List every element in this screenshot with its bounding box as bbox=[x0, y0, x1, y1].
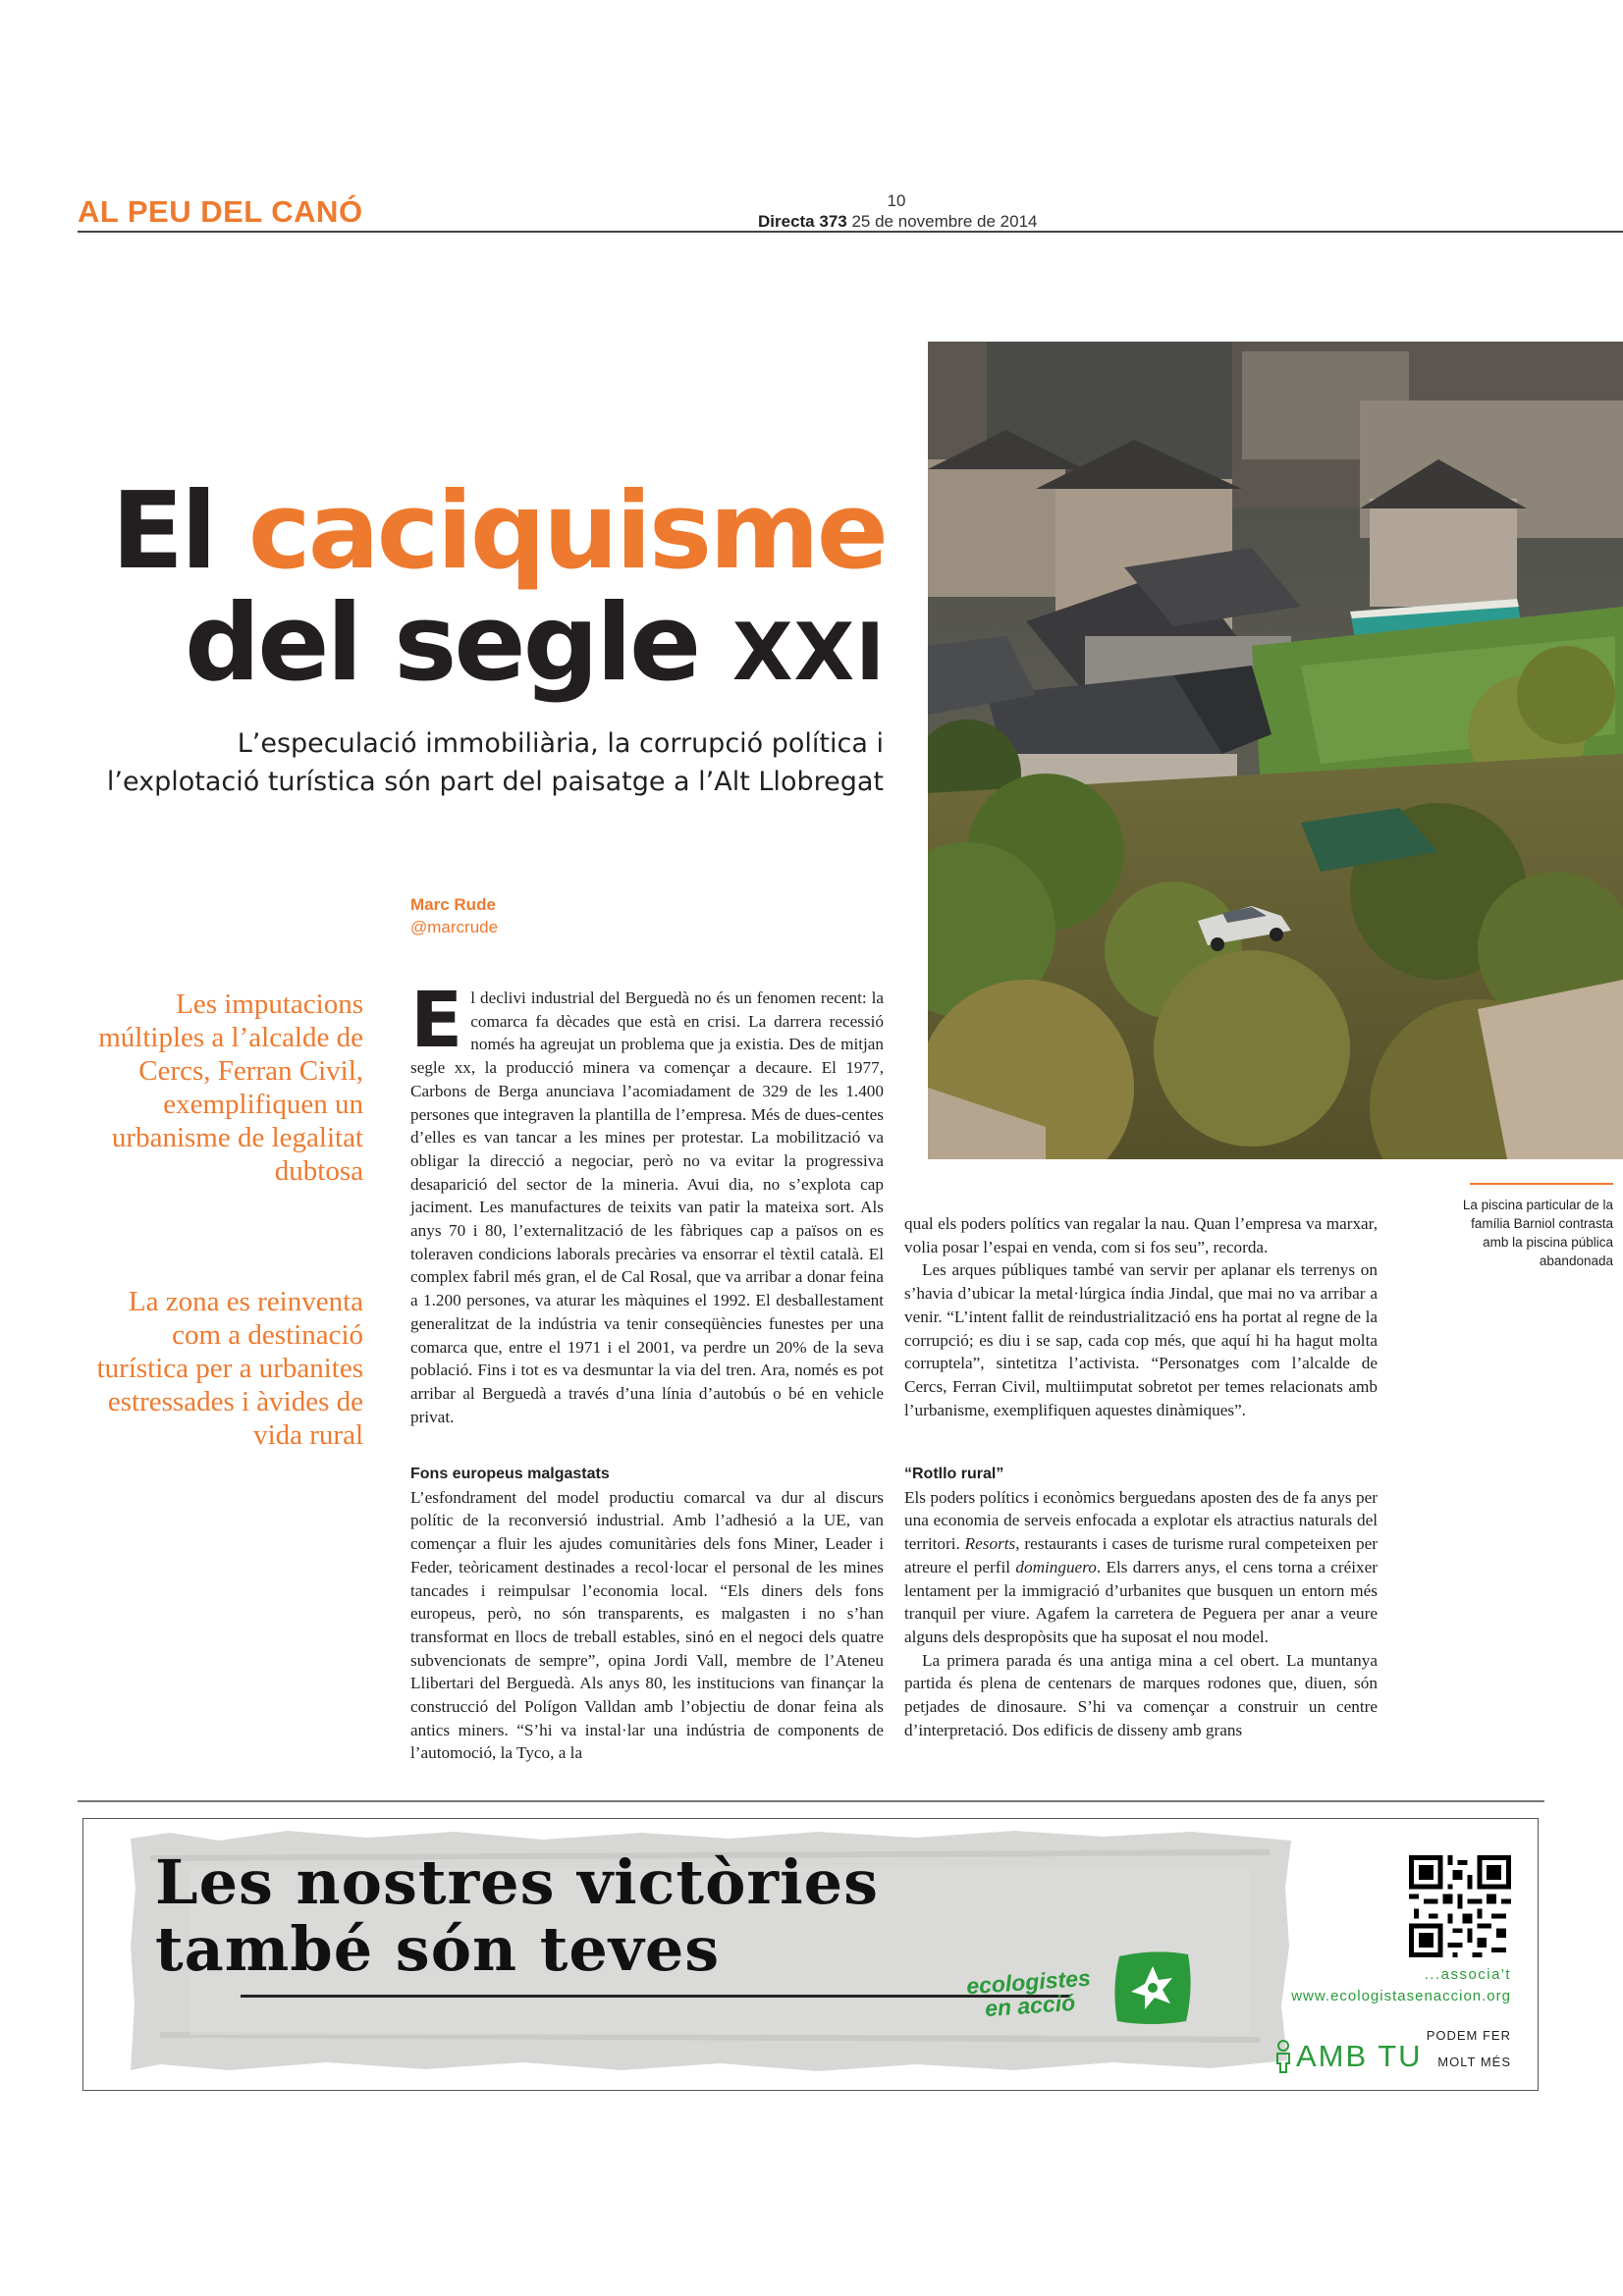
person-icon bbox=[1274, 2040, 1292, 2073]
ad-headline bbox=[155, 1846, 1039, 1985]
article-paragraph-5 bbox=[904, 1486, 1378, 1649]
subtitle: L’especulació immobiliària, la corrupció política i l’explotació turística són part del paisatge a l’Alt Llobregat bbox=[106, 728, 884, 797]
aerial-town-photo bbox=[928, 342, 1623, 1159]
pullquote-2: La zona es reinventa com a destinació turística per a urbanites estressades i àvides de vida rural bbox=[96, 1286, 363, 1451]
ad-podem-text: PODEM FER bbox=[1426, 2028, 1511, 2043]
article-paragraph-3: qual els poders polítics van regalar la nau. Quan l’empresa va marxar, volia posar l’espai en venda, com si fos seu”, recorda. bbox=[904, 1214, 1378, 1256]
article-column-2-top bbox=[904, 1212, 1378, 1421]
photo-caption: La piscina particular de la família Barniol contrasta amb la piscina pública abandonada bbox=[1462, 1198, 1613, 1268]
logo-line-2: en acció bbox=[984, 1989, 1076, 2022]
headline-highlight: caciquisme bbox=[247, 470, 886, 593]
ad-molt-mes: MOLT MÉS bbox=[1437, 2055, 1511, 2069]
article-column-1-bottom bbox=[410, 1463, 884, 1765]
headline-word-1: El bbox=[111, 470, 215, 593]
ad-amb-tu: AMB TU bbox=[1296, 2039, 1423, 2073]
p5-emphasis-dominguero: dominguero bbox=[1015, 1557, 1097, 1576]
p5-text-c: . Els darrers anys, el cens torna a créixer lentament per la immigració d’urbanites que busquen un entorn més tranquil per viure. Agafem la carretera de Peguera per anar a veure alguns dels despropòsits que ha suposat el nou model. bbox=[904, 1557, 1378, 1646]
p5-emphasis-resorts: Resorts bbox=[964, 1534, 1016, 1554]
publication-name: Directa 373 bbox=[758, 212, 847, 231]
caption-rule bbox=[1470, 1183, 1613, 1185]
page-number: 10 bbox=[887, 191, 906, 210]
section-heading-fons: Fons europeus malgastats bbox=[410, 1466, 610, 1482]
drop-cap: E bbox=[410, 977, 463, 1065]
article-column-2-bottom bbox=[904, 1463, 1378, 1741]
section-heading-rotllo: “Rotllo rural” bbox=[904, 1466, 1004, 1482]
headline-line-1 bbox=[59, 470, 886, 593]
ecologistes-logo-icon bbox=[1111, 1949, 1194, 2027]
article-paragraph-6: La primera parada és una antiga mina a cel obert. La muntanya partida és plena de centenars de marques rodones que, diuen, són petjades de dinosaure. S’hi va començar a construir un centre d’interpretació. Dos edificis de disseny amb grans bbox=[904, 1650, 1378, 1739]
article-paragraph-1: l declivi industrial del Berguedà no és un fenomen recent: la comarca fa dècades que està en crisi. La darrera recessió només ha agreujat un problema que ja existia. Des de mitjan segle xx, la producció minera va començar a decaure. El 1977, Carbons de Berga anunciava l’acomiadament de 329 de les 1.400 persones que integraven la plantilla de l’empresa. Més de dues-centes d’elles es van tancar a les mines per protestar. La mobilització va obligar la direcció a negociar, però no va evitar la progressiva desaparició del sector de la mineria. Avui dia, no s’explota cap jaciment. Les manufactures de teixits van patir la mateixa sort. Als anys 70 i 80, l’externalització de les fàbriques cap a països on es toleraven condicions laborals precàries va ensorrar el tèxtil català. El complex fabril més gran, el de Cal Rosal, que va arribar a donar feina a 1.200 persones, va aturar les màquines el 1992. El desballestament generalitzat de la indústria va tenir conseqüències funestes per una comarca que, entre el 1971 i el 2001, va perdre un 20% de la seva població. Fins i tot es va desmuntar la via del tren. Ara, només es pot arribar al Berguedà a través d’una línia d’autobús o bé en vehicle privat. bbox=[410, 988, 884, 1426]
article-paragraph-4: Les arques públiques també van servir per aplanar els terrenys on s’havia d’ubicar la metal·lúrgica índia Jindal, que mai no va arribar a venir. “L’intent fallit de reindustrialització ens ha portat al regne de la corrupció; es diu i se sap, cada cop més, que aquí hi ha hagut molta corruptela”, sintetitza l’activista. “Personatges com l’alcalde de Cercs, Ferran Civil, multiimputat sobretot per temes relacionats amb l’urbanisme, exemplifiquen aquestes dinàmiques”. bbox=[904, 1260, 1378, 1419]
issue-date: 25 de novembre de 2014 bbox=[851, 212, 1038, 231]
ad-separator-rule bbox=[78, 1800, 1544, 1802]
ad-headline-line-1: Les nostres victòries bbox=[155, 1846, 879, 1918]
p5-text-b: , restaurants i cases de turisme rural competeixen per atreure el perfil bbox=[904, 1534, 1378, 1576]
headline-century: XXI bbox=[731, 607, 886, 698]
article-paragraph-2: L’esfondrament del model productiu comarcal va dur al discurs polític de la reconversió industrial. Amb l’adhesió a la UE, van començar a fluir les ajudes comunitàries dels fons Miner, Leader i Feder, teòricament destinades a recol·locar el personal de les mines tancades i reimpulsar l’economia local. “Els diners dels fons europeus, però, no són transparents, es malgasten i no s’han transformat en llocs de treball estables, sinó en el negoci dels quatre subvencionats de sempre”, opina Jordi Vall, membre de l’Ateneu Llibertari del Berguedà. Als anys 80, les institucions van finançar la construcció del Polígon Valldan amb l’objectiu de donar feina als antics miners. “S’hi va instal·lar una indústria de components de l’automoció, la Tyco, a la bbox=[410, 1487, 884, 1763]
pullquote-1: Les imputacions múltiples a l’alcalde de Cercs, Ferran Civil, exemplifiquen un urbanisme de legalitat dubtosa bbox=[98, 988, 363, 1187]
byline-name: Marc Rude bbox=[410, 895, 496, 914]
ad-associat-link[interactable]: ...associa't bbox=[1424, 1966, 1511, 1983]
headline-line-2-text: del segle bbox=[184, 582, 699, 705]
ecologistes-logo-text bbox=[965, 1966, 1093, 2022]
ad-headline-line-2: també són teves bbox=[155, 1913, 721, 1985]
header-rule bbox=[78, 231, 1623, 233]
p5-text-a: Els poders polítics i econòmics berguedans aposten des de fa anys per una economia de serveis enfocada a explotar els atractius naturals del territori. bbox=[904, 1487, 1378, 1554]
headline bbox=[59, 470, 886, 709]
ad-url-link[interactable]: www.ecologistasenaccion.org bbox=[1291, 1988, 1511, 2004]
section-label: AL PEU DEL CANÓ bbox=[78, 194, 363, 229]
ad-underline bbox=[241, 1995, 1070, 1998]
qr-code-icon[interactable] bbox=[1409, 1855, 1511, 1957]
article-column-1-top bbox=[410, 977, 884, 1428]
issue-line bbox=[758, 212, 1038, 232]
logo-line-1: ecologistes bbox=[965, 1964, 1092, 2000]
headline-line-2 bbox=[59, 582, 886, 709]
byline-handle[interactable]: @marcrude bbox=[410, 918, 499, 936]
